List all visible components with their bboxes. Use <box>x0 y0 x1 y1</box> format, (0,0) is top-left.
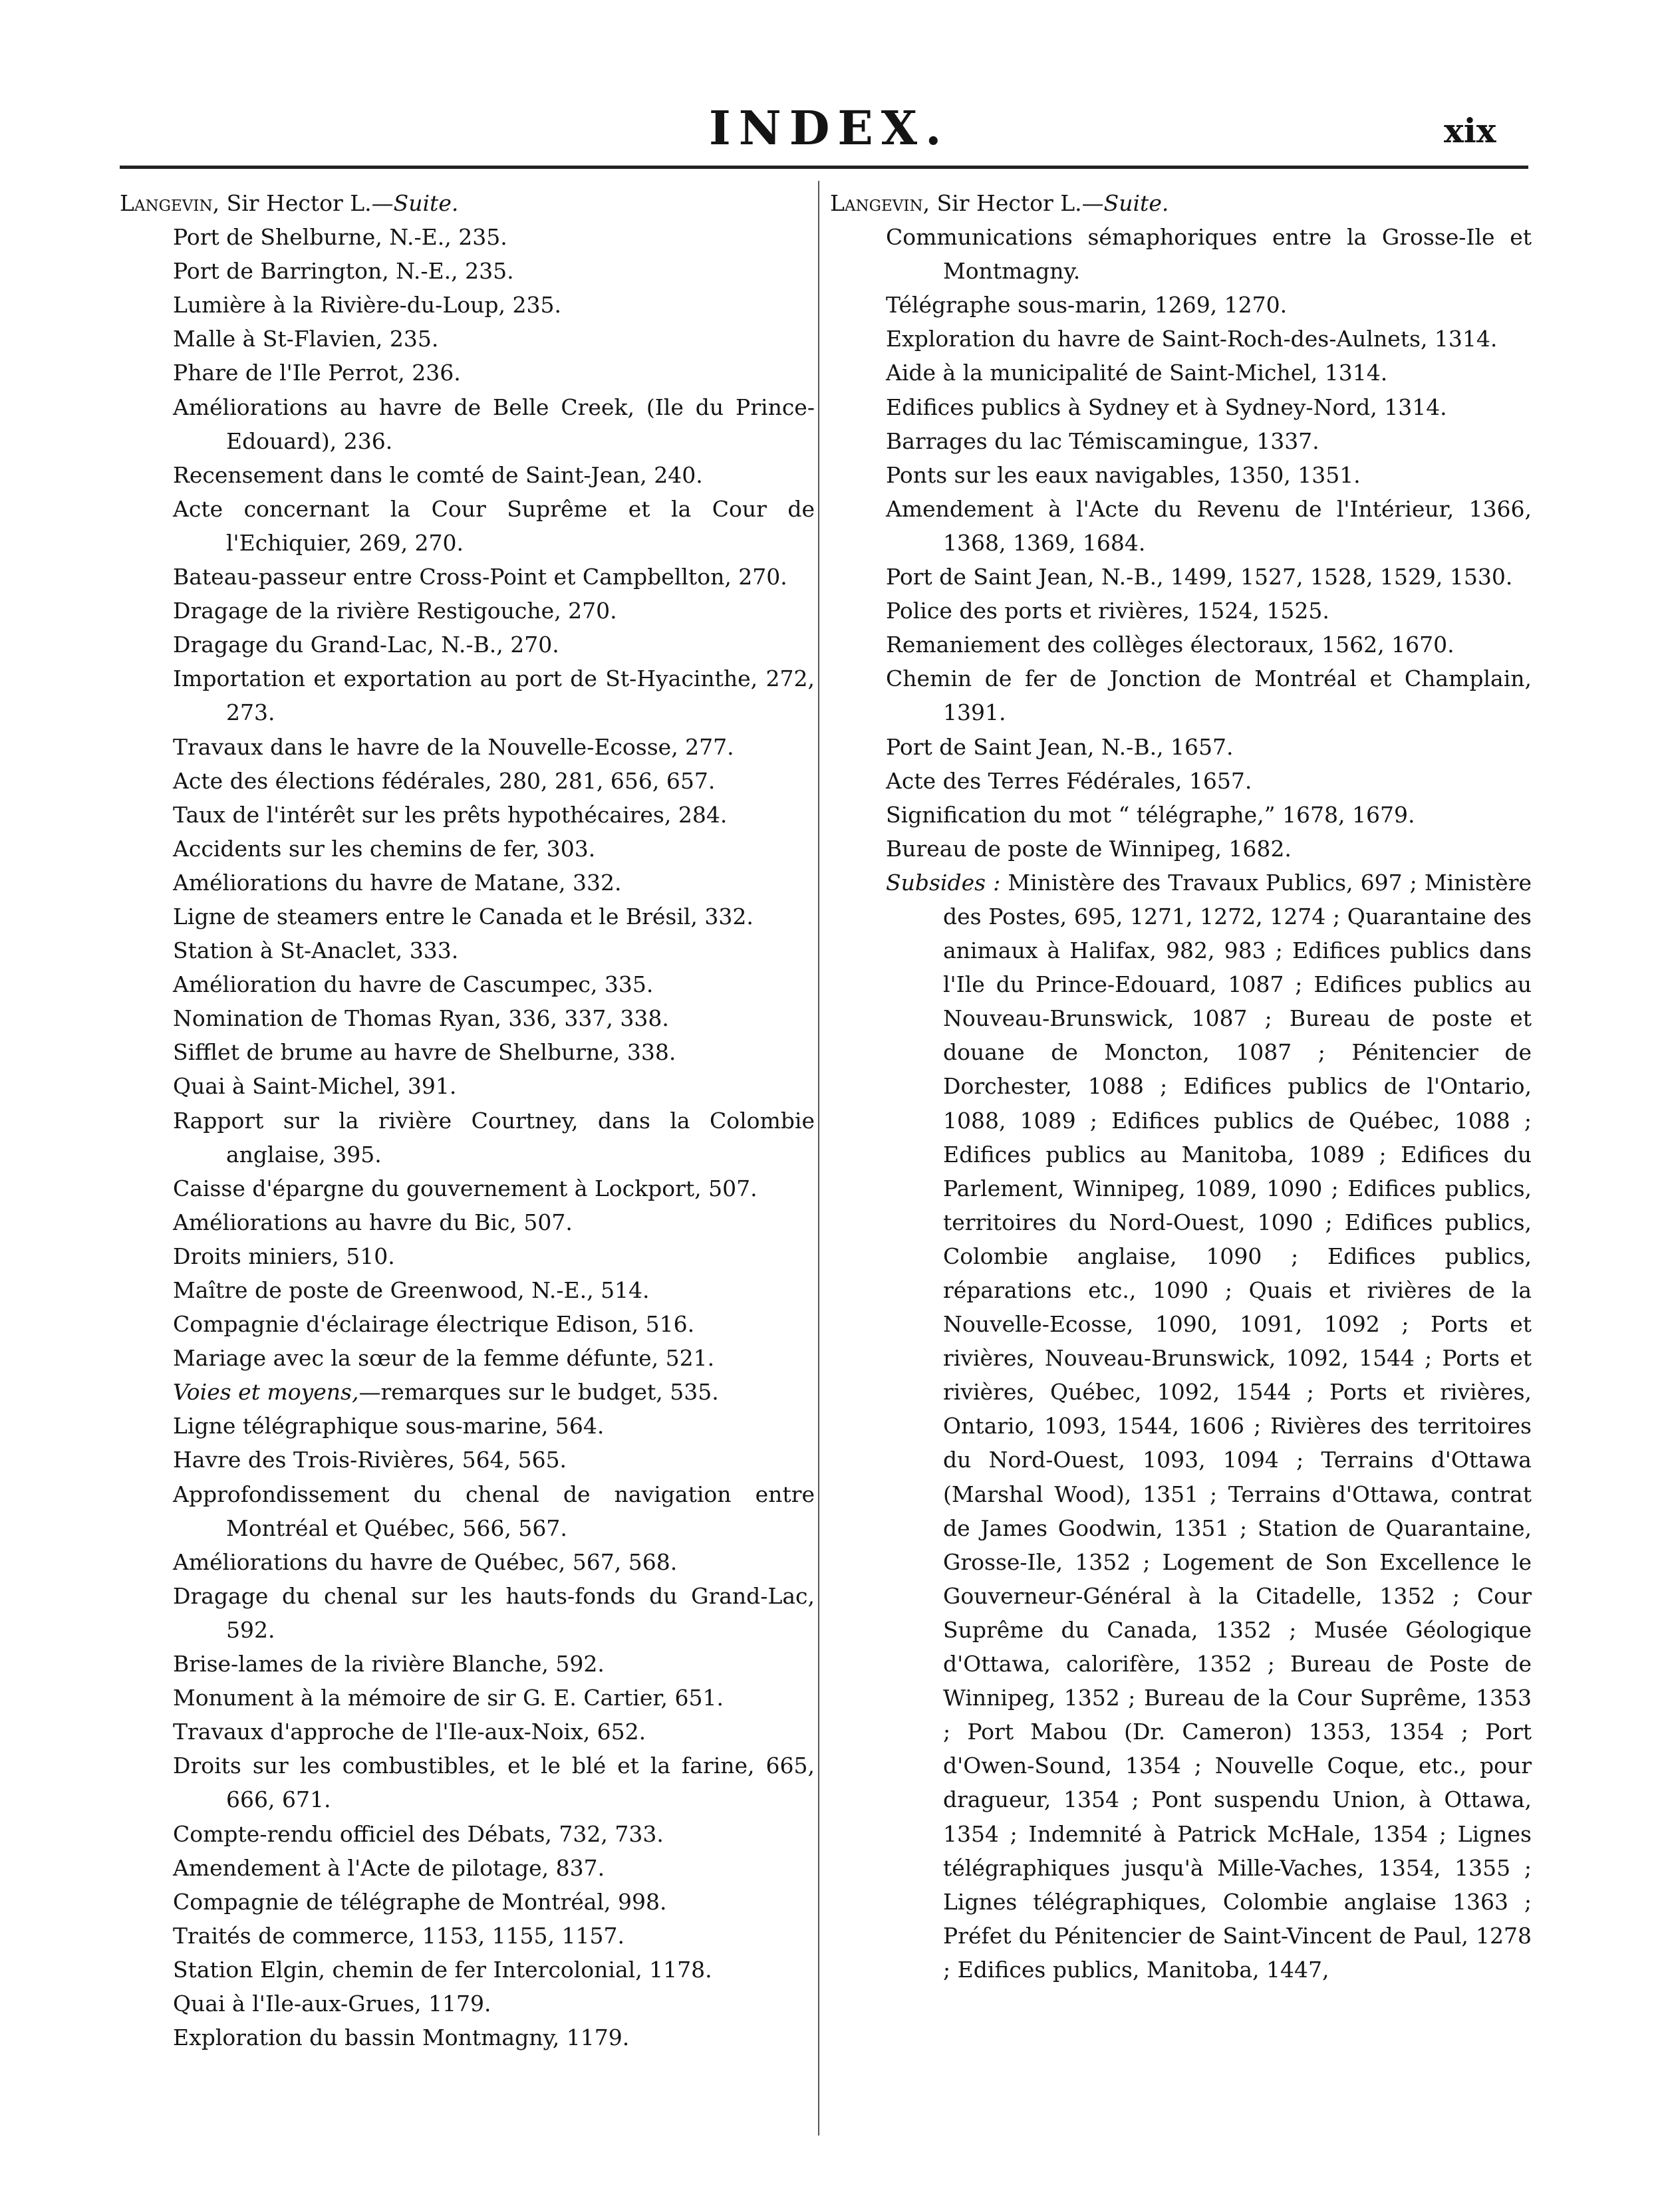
index-entry: Ligne de steamers entre le Canada et le Brésil, 332. <box>173 903 754 929</box>
index-entry: Améliorations du havre de Québec, 567, 568. <box>173 1548 678 1575</box>
index-entry: Acte des élections fédérales, 280, 281, 656, 657. <box>173 767 716 794</box>
header-rule <box>120 166 1528 169</box>
index-entry: Bureau de poste de Winnipeg, 1682. <box>886 835 1292 862</box>
index-entry: Aide à la municipalité de Saint-Michel, 1314. <box>886 360 1388 386</box>
index-entry: Travaux d'approche de l'Ile-aux-Noix, 652. <box>173 1719 646 1745</box>
heading-suite: Suite. <box>393 190 459 216</box>
index-entry: Quai à Saint-Michel, 391. <box>173 1073 457 1100</box>
index-entry: Amélioration du havre de Cascumpec, 335. <box>173 971 654 998</box>
index-entry: Port de Barrington, N.-E., 235. <box>173 258 514 285</box>
index-entry: Rapport sur la rivière Courtney, dans la Colombie anglaise, 395. <box>173 1107 815 1167</box>
subsides-text: Ministère des Travaux Publics, 697 ; Ministère des Postes, 695, 1271, 1272, 1274 ; Quarantaine des animaux à Halifax, 982, 983 ; Edifices publics dans l'Ile du Prince-Edouard, 1087 ; Edifices publics au Nouveau-Brunswick, 1087 ; Bureau de poste et douane de Moncton, 1087 ; Pénitencier de Dorchester, 1088 ; Edifices publics de l'Ontario, 1088, 1089 ; Edifices publics de Québec, 1088 ; Edifices publics au Manitoba, 1089 ; Edifices du Parlement, Winnipeg, 1089, 1090 ; Edifices publics, territoires du Nord-Ouest, 1090 ; Edifices publics, Colombie anglaise, 1090 ; Edifices publics, réparations etc., 1090 ; Quais et rivières de la Nouvelle-Ecosse, 1090, 1091, 1092 ; Ports et rivières, Nouveau-Brunswick, 1092, 1544 ; Ports et rivières, Québec, 1092, 1544 ; Ports et rivières, Ontario, 1093, 1544, 1606 ; Rivières des territoires du Nord-Ouest, 1093, 1094 ; Terrains d'Ottawa (Marshal Wood), 1351 ; Terrains d'Ottawa, contrat de James Goodwin, 1351 ; Station de Quarantaine, Grosse-Ile, 1352 ; Logement de Son Excellence le Gouverneur-Général à la Citadelle, 1352 ; Cour Suprême du Canada, 1352 ; Musée Géologique d'Ottawa, calorifère, 1352 ; Bureau de Poste de Winnipeg, 1352 ; Bureau de la Cour Suprême, 1353 ; Port Mabou (Dr. Cameron) 1353, 1354 ; Port d'Owen-Sound, 1354 ; Nouvelle Coque, etc., pour dragueur, 1354 ; Pont suspendu Union, à Ottawa, 1354 ; Indemnité à Patrick McHale, 1354 ; Lignes télégraphiques jusqu'à Mille-Vaches, 1354, 1355 ; Lignes télégraphiques, Colombie anglaise 1363 ; Préfet du Pénitencier de Saint-Vincent de Paul, 1278 ; Edifices publics, Manitoba, 1447, <box>943 869 1532 1983</box>
index-entry: Malle à St-Flavien, 235. <box>173 326 439 352</box>
index-entry: Brise-lames de la rivière Blanche, 592. <box>173 1651 605 1677</box>
index-entry: Exploration du havre de Saint-Roch-des-Aulnets, 1314. <box>886 326 1498 352</box>
index-entry: Nomination de Thomas Ryan, 336, 337, 338. <box>173 1005 669 1032</box>
index-entry-subsides <box>830 866 1532 1987</box>
index-entry: Dragage du Grand-Lac, N.-B., 270. <box>173 632 559 658</box>
index-entry: Recensement dans le comté de Saint-Jean, 240. <box>173 461 703 488</box>
index-entry: Droits miniers, 510. <box>173 1243 395 1269</box>
index-entry-voies-et-moyens <box>120 1375 815 1409</box>
page-number: xix <box>1444 111 1496 150</box>
subsides-label: Subsides : <box>886 869 1001 896</box>
index-entry: Améliorations du havre de Matane, 332. <box>173 869 622 896</box>
index-entry: Communications sémaphoriques entre la Grosse-Ile et Montmagny. <box>886 224 1532 285</box>
index-entry: Maître de poste de Greenwood, N.-E., 514. <box>173 1277 650 1303</box>
left-entries-group-1 <box>120 220 815 1375</box>
index-entry: Sifflet de brume au havre de Shelburne, 338. <box>173 1039 676 1066</box>
index-entry: Barrages du lac Témiscamingue, 1337. <box>886 428 1319 454</box>
index-entry: Compte-rendu officiel des Débats, 732, 733. <box>173 1820 664 1847</box>
index-entry: Port de Saint Jean, N.-B., 1657. <box>886 733 1234 760</box>
index-entry: Bateau-passeur entre Cross-Point et Campbellton, 270. <box>173 564 787 590</box>
index-entry: Ponts sur les eaux navigables, 1350, 1351. <box>886 461 1361 488</box>
left-column-heading <box>120 186 815 220</box>
index-entry: Améliorations au havre de Belle Creek, (Ile du Prince-Edouard), 236. <box>173 394 815 454</box>
index-entry: Acte concernant la Cour Suprême et la Cour de l'Echiquier, 269, 270. <box>173 495 815 556</box>
right-column <box>830 186 1532 1987</box>
voies-et-moyens-label: Voies et moyens, <box>173 1379 359 1406</box>
index-entry: Dragage de la rivière Restigouche, 270. <box>173 598 617 624</box>
index-entry: Mariage avec la sœur de la femme défunte, 521. <box>173 1345 715 1372</box>
heading-name: Langevin, <box>120 190 220 216</box>
index-entry: Améliorations au havre du Bic, 507. <box>173 1209 573 1235</box>
index-entry: Signification du mot “ télégraphe,” 1678, 1679. <box>886 801 1415 828</box>
index-entry: Lumière à la Rivière-du-Loup, 235. <box>173 292 561 318</box>
index-entry: Station Elgin, chemin de fer Intercolonial, 1178. <box>173 1956 712 1983</box>
index-entry: Monument à la mémoire de sir G. E. Cartier, 651. <box>173 1685 724 1711</box>
index-entry: Compagnie d'éclairage électrique Edison, 516. <box>173 1311 695 1338</box>
heading-rest: Sir Hector L.— <box>930 190 1104 216</box>
index-entry: Approfondissement du chenal de navigation entre Montréal et Québec, 566, 567. <box>173 1481 815 1541</box>
index-entry: Travaux dans le havre de la Nouvelle-Ecosse, 277. <box>173 733 734 760</box>
index-entry: Télégraphe sous-marin, 1269, 1270. <box>886 292 1288 318</box>
index-entry: Edifices publics à Sydney et à Sydney-Nord, 1314. <box>886 394 1447 420</box>
heading-suite: Suite. <box>1103 190 1169 216</box>
heading-rest: Sir Hector L.— <box>219 190 394 216</box>
index-entry: Taux de l'intérêt sur les prêts hypothécaires, 284. <box>173 801 728 828</box>
index-entry: Remaniement des collèges électoraux, 1562, 1670. <box>886 632 1454 658</box>
voies-et-moyens-text: —remarques sur le budget, 535. <box>358 1379 719 1406</box>
index-entry: Port de Shelburne, N.-E., 235. <box>173 224 507 251</box>
index-entry: Ligne télégraphique sous-marine, 564. <box>173 1413 605 1439</box>
right-entries <box>830 220 1532 866</box>
index-entry: Acte des Terres Fédérales, 1657. <box>886 767 1252 794</box>
heading-name: Langevin, <box>830 190 930 216</box>
index-entry: Amendement à l'Acte de pilotage, 837. <box>173 1854 605 1881</box>
index-entry: Police des ports et rivières, 1524, 1525. <box>886 598 1329 624</box>
left-entries-group-2 <box>120 1409 815 2054</box>
index-entry: Traités de commerce, 1153, 1155, 1157. <box>173 1922 624 1949</box>
index-entry: Importation et exportation au port de St-Hyacinthe, 272, 273. <box>173 666 815 726</box>
index-entry: Dragage du chenal sur les hauts-fonds du Grand-Lac, 592. <box>173 1582 815 1643</box>
left-column <box>120 186 815 2054</box>
index-entry: Port de Saint Jean, N.-B., 1499, 1527, 1528, 1529, 1530. <box>886 564 1513 590</box>
index-entry: Chemin de fer de Jonction de Montréal et Champlain, 1391. <box>886 666 1532 726</box>
index-entry: Phare de l'Ile Perrot, 236. <box>173 360 461 386</box>
index-entry: Accidents sur les chemins de fer, 303. <box>173 835 596 862</box>
index-entry: Station à St-Anaclet, 333. <box>173 937 459 964</box>
index-entry: Exploration du bassin Montmagny, 1179. <box>173 2025 630 2051</box>
column-divider <box>818 181 819 2136</box>
index-entry: Quai à l'Ile-aux-Grues, 1179. <box>173 1990 491 2017</box>
index-entry: Havre des Trois-Rivières, 564, 565. <box>173 1447 567 1473</box>
right-column-heading <box>830 186 1532 220</box>
index-entry: Droits sur les combustibles, et le blé et la farine, 665, 666, 671. <box>173 1753 815 1813</box>
page-title: INDEX. <box>709 100 950 156</box>
index-entry: Amendement à l'Acte du Revenu de l'Intérieur, 1366, 1368, 1369, 1684. <box>886 495 1532 556</box>
index-entry: Compagnie de télégraphe de Montréal, 998. <box>173 1888 667 1915</box>
index-entry: Caisse d'épargne du gouvernement à Lockport, 507. <box>173 1175 758 1201</box>
